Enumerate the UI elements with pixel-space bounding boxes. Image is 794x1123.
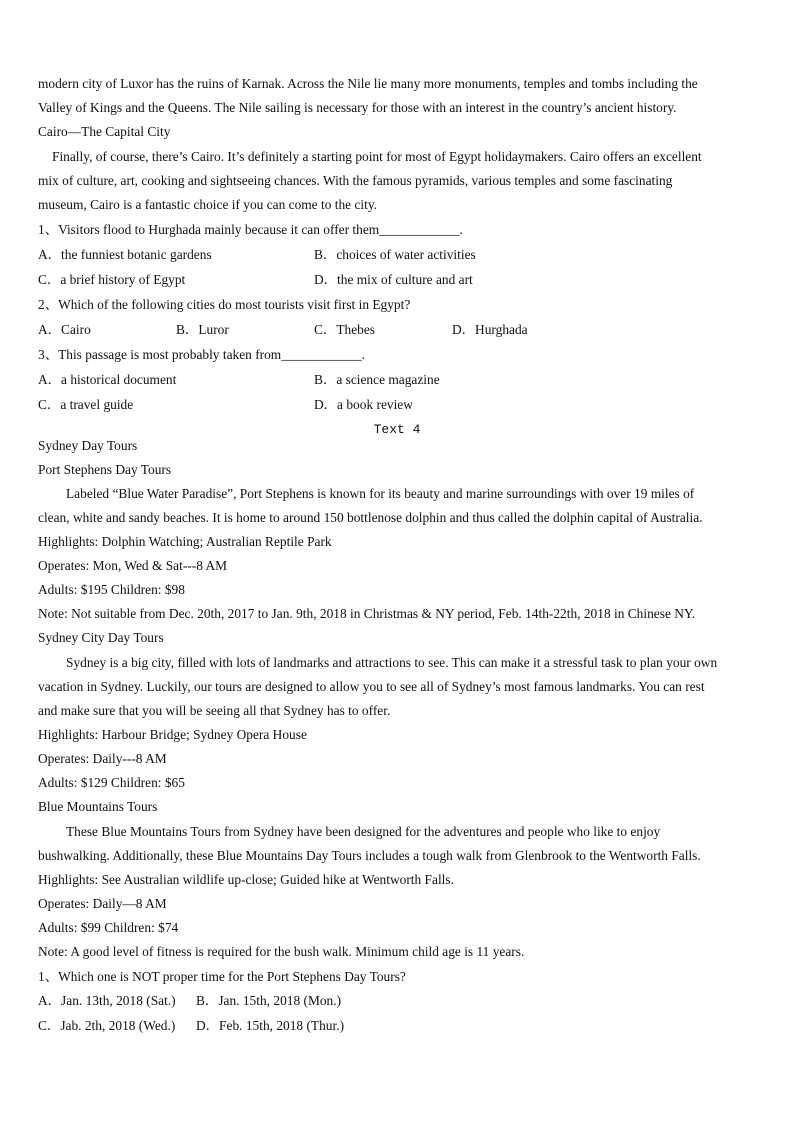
paragraph-line: mix of culture, art, cooking and sightseeing chances. With the famous pyramids, various temples and some fascinating <box>38 173 673 188</box>
paragraph-line: Highlights: Dolphin Watching; Australian Reptile Park <box>38 534 332 549</box>
paragraph-line: Adults: $99 Children: $74 <box>38 920 179 935</box>
question-text: 1、Visitors flood to Hurghada mainly because it can offer them____________. <box>38 222 463 237</box>
paragraph-line: Note: A good level of fitness is required for the bush walk. Minimum child age is 11 years. <box>38 944 525 959</box>
paragraph-line: Labeled “Blue Water Paradise”, Port Stephens is known for its beauty and marine surroundings with over 19 miles of <box>66 486 695 501</box>
paragraph-line: Valley of Kings and the Queens. The Nile sailing is necessary for those with an interest in the country’s ancient history. <box>38 100 677 115</box>
section-heading: Port Stephens Day Tours <box>38 462 172 477</box>
question-text: 3、This passage is most probably taken from____________. <box>38 347 365 362</box>
answer-option: D．Feb. 15th, 2018 (Thur.) <box>196 1018 345 1033</box>
answer-option: C．Jab. 2th, 2018 (Wed.) <box>38 1018 176 1033</box>
section-heading: Cairo—The Capital City <box>38 124 171 139</box>
paragraph-line: These Blue Mountains Tours from Sydney have been designed for the adventures and people who like to enjoy <box>66 824 661 839</box>
paragraph-line: modern city of Luxor has the ruins of Karnak. Across the Nile lie many more monuments, temples and tombs including the <box>38 76 698 91</box>
answer-option: C．a travel guide <box>38 397 134 412</box>
paragraph-line: Operates: Daily---8 AM <box>38 751 167 766</box>
paragraph-line: Operates: Daily—8 AM <box>38 896 167 911</box>
paragraph-line: museum, Cairo is a fantastic choice if you can come to the city. <box>38 197 377 212</box>
answer-option: B．Jan. 15th, 2018 (Mon.) <box>196 993 342 1008</box>
answer-option: B．Luror <box>176 322 229 337</box>
answer-option: B．a science magazine <box>314 372 440 387</box>
paragraph-line: Operates: Mon, Wed & Sat---8 AM <box>38 558 228 573</box>
section-heading: Blue Mountains Tours <box>38 799 158 814</box>
paragraph-line: bushwalking. Additionally, these Blue Mountains Day Tours includes a tough walk from Glenbrook to the Wentworth Falls. <box>38 848 701 863</box>
paragraph-line: Note: Not suitable from Dec. 20th, 2017 to Jan. 9th, 2018 in Christmas & NY period, Feb. 14th-22th, 2018 in Chinese NY. <box>38 606 696 621</box>
paragraph-line: Highlights: Harbour Bridge; Sydney Opera House <box>38 727 307 742</box>
paragraph-line: Adults: $195 Children: $98 <box>38 582 185 597</box>
answer-option: A．the funniest botanic gardens <box>38 247 212 262</box>
section-heading: Sydney Day Tours <box>38 438 138 453</box>
answer-option: C．Thebes <box>314 322 375 337</box>
paragraph-line: clean, white and sandy beaches. It is home to around 150 bottlenose dolphin and thus called the dolphin capital of Australia. <box>38 510 703 525</box>
answer-option: D．the mix of culture and art <box>314 272 473 287</box>
answer-option: B．choices of water activities <box>314 247 476 262</box>
question-text: 1、Which one is NOT proper time for the Port Stephens Day Tours? <box>38 969 406 984</box>
paragraph-line: vacation in Sydney. Luckily, our tours are designed to allow you to see all of Sydney’s most famous landmarks. You can rest <box>38 679 705 694</box>
paragraph-line: Adults: $129 Children: $65 <box>38 775 185 790</box>
answer-option: C．a brief history of Egypt <box>38 272 186 287</box>
answer-option: D．a book review <box>314 397 413 412</box>
paragraph-line: Highlights: See Australian wildlife up-close; Guided hike at Wentworth Falls. <box>38 872 454 887</box>
text-title: Text 4 <box>373 422 421 437</box>
answer-option: D．Hurghada <box>452 322 528 337</box>
question-text: 2、Which of the following cities do most tourists visit first in Egypt? <box>38 297 411 312</box>
answer-option: A．a historical document <box>38 372 177 387</box>
paragraph-line: Sydney is a big city, filled with lots of landmarks and attractions to see. This can make it a stressful task to plan your own <box>66 655 718 670</box>
answer-option: A．Cairo <box>38 322 91 337</box>
section-heading: Sydney City Day Tours <box>38 630 164 645</box>
answer-option: A．Jan. 13th, 2018 (Sat.) <box>38 993 176 1008</box>
paragraph-line: Finally, of course, there’s Cairo. It’s definitely a starting point for most of Egypt holidaymakers. Cairo offers an excellent <box>52 149 702 164</box>
paragraph-line: and make sure that you will be seeing all that Sydney has to offer. <box>38 703 391 718</box>
